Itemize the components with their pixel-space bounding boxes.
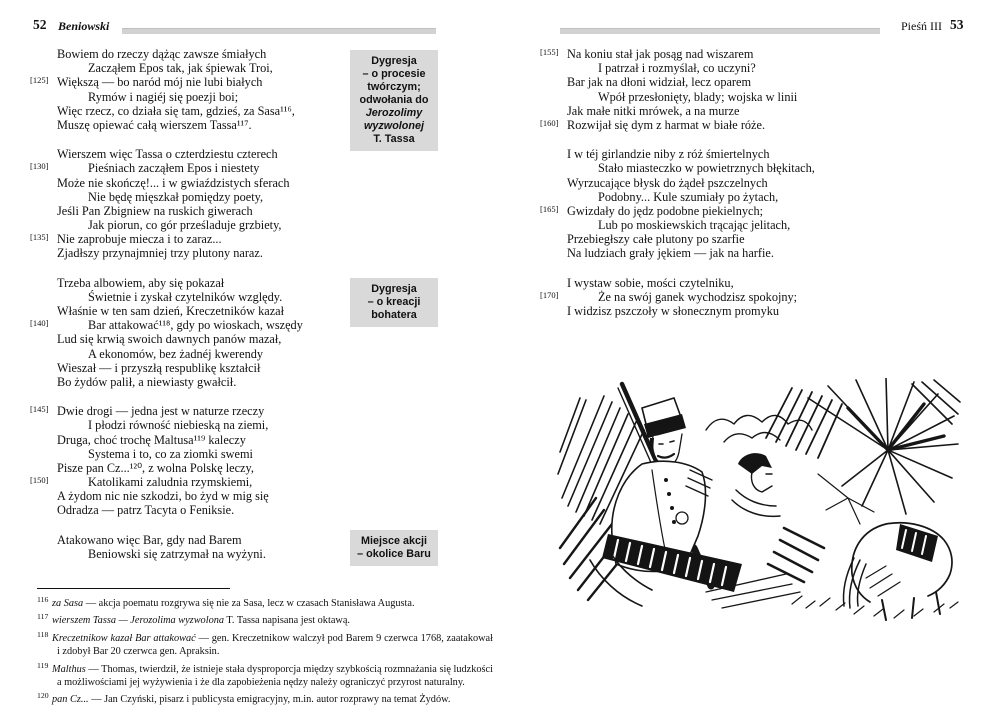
line-number: [165]: [540, 203, 559, 214]
poem-line: [23, 47, 353, 61]
margin-note-line: Dygresja: [371, 55, 417, 67]
line-text: Świetnie i zyskał czytelników względy.: [88, 289, 283, 304]
left-running-title: Beniowski: [58, 19, 110, 33]
line-text: Nie będę mięszkał pomiędzy poety,: [88, 189, 264, 204]
poem-line: [533, 104, 933, 118]
poem-line: [23, 347, 353, 361]
poem-line: [23, 232, 353, 246]
line-text: Trzeba albowiem, aby się pokazał: [57, 275, 225, 290]
line-text: A ekonomów, bez żadnéj kwerendy: [88, 346, 264, 361]
footnote: [37, 659, 493, 690]
footnote-number: 119: [37, 660, 49, 670]
poem-line: [23, 176, 353, 190]
poem-line: [23, 533, 353, 547]
line-text: Odradza — patrz Tacyta o Feniksie.: [57, 503, 235, 518]
line-text: Na koniu stał jak posąg nad wiszarem: [567, 47, 754, 61]
line-number: [125]: [30, 75, 49, 86]
poem-line: [23, 276, 353, 290]
poem-line: [23, 503, 353, 517]
line-text: Jeśli Pan Zbigniew na ruskich giwerach: [57, 203, 253, 218]
left-poem-column: [23, 47, 353, 576]
poem-line: [23, 418, 353, 432]
poem-line: [23, 118, 353, 132]
line-number: [160]: [540, 117, 559, 128]
line-text: Bar jak na dłoni widział, lecz oparem: [567, 75, 752, 90]
footnote-term: za Sasa: [52, 598, 84, 609]
left-header-rule: [122, 28, 436, 34]
line-text: Muszę opiewać całą wierszem Tassa¹¹⁷.: [57, 117, 252, 132]
stanza: [533, 276, 933, 319]
footnote: [37, 628, 493, 659]
footnote: [37, 689, 493, 706]
line-text: Przebiegłszy całe plutony po szarfie: [567, 232, 745, 247]
poem-line: [23, 461, 353, 475]
poem-line: [23, 246, 353, 260]
battle-illustration: [556, 378, 962, 622]
line-text: I płodzi równość niebieską na ziemi,: [88, 418, 269, 433]
line-text: Beniowski się zatrzymał na wyżyni.: [88, 546, 266, 561]
line-number: [150]: [30, 475, 49, 486]
margin-note-line: T. Tassa: [373, 133, 415, 145]
line-text: Atakowano więc Bar, gdy nad Barem: [57, 532, 242, 547]
line-text: Jak piorun, co gór prześladuje grzbiety,: [88, 218, 282, 233]
stanza: [533, 147, 933, 261]
line-number: [130]: [30, 161, 49, 172]
poem-line: [533, 161, 933, 175]
stanza: [23, 276, 353, 390]
margin-note-line: – okolice Baru: [357, 548, 431, 560]
footnotes: [37, 593, 493, 707]
poem-line: [533, 61, 933, 75]
line-text: I patrzał i rozmyślał, co uczyni?: [598, 61, 756, 76]
line-number: [155]: [540, 47, 559, 57]
footnote-separator: [37, 588, 230, 589]
line-text: Rymów i nagiéj się poezji boi;: [88, 89, 239, 104]
line-text: Rozwijał się dym z harmat w białe róże.: [567, 117, 766, 132]
line-text: Że na swój ganek wychodzisz spokojny;: [598, 289, 798, 304]
poem-line: [23, 375, 353, 389]
poem-line: [23, 318, 353, 332]
margin-note: [350, 278, 438, 327]
poem-line: [23, 290, 353, 304]
poem-line: [533, 218, 933, 232]
line-number: [140]: [30, 318, 49, 329]
line-text: Pisze pan Cz...¹²⁰, z wolna Polskę leczy,: [57, 460, 254, 475]
poem-line: [23, 361, 353, 375]
line-text: Stało miasteczko w powietrznych błękitach,: [598, 161, 815, 176]
poem-line: [533, 47, 933, 61]
line-text: Może nie skończę!... i w gwiaździstych sferach: [57, 175, 290, 190]
line-text: Gwizdały do jędz podobne piekielnych;: [567, 203, 764, 218]
line-text: Pieśniach zacząłem Epos i niestety: [88, 161, 260, 176]
stanza: [23, 47, 353, 132]
line-text: Wierszem więc Tassa o czterdziestu czterech: [57, 147, 278, 162]
line-text: Bo żydów palił, a niewiasty gwałcił.: [57, 374, 237, 389]
footnote-number: 118: [37, 629, 49, 639]
poem-line: [23, 489, 353, 503]
stanza: [533, 47, 933, 132]
poem-line: [533, 290, 933, 304]
line-text: I wystaw sobie, mości czytelniku,: [567, 275, 734, 290]
poem-line: [533, 118, 933, 132]
poem-line: [23, 204, 353, 218]
poem-line: [533, 204, 933, 218]
margin-note-line: Miejsce akcji: [360, 535, 428, 547]
line-text: Katolikami zaludnia rzymskiemi,: [88, 475, 253, 490]
footnote-text: — Thomas, twierdził, że istnieje stała dysproporcja między szybkością rozmnażania się ludzkości a możliwościami jej wyżywienia i że dla zapobieżenia nędzy należy ograniczyć przyrost naturalny.: [57, 663, 493, 689]
margin-note-line: Jerozolimy: [365, 107, 423, 119]
line-text: Na ludziach grały jękiem — jak na harfie.: [567, 246, 774, 261]
margin-note-line: – o kreacji: [367, 296, 421, 308]
footnote-text: T. Tassa napisana jest oktawą.: [224, 615, 350, 627]
line-text: I widzisz pszczoły w słonecznym promyku: [567, 304, 780, 318]
poem-line: [23, 75, 353, 89]
line-number: [170]: [540, 289, 559, 300]
footnote-text: — akcja poematu rozgrywa się nie za Sasa, lecz w czasach Stanisława Augusta.: [83, 598, 415, 609]
poem-line: [23, 332, 353, 346]
right-running-title: Pieśń III: [901, 19, 942, 33]
margin-note-line: twórczym;: [367, 81, 421, 93]
poem-line: [23, 90, 353, 104]
line-text: Jak małe nitki mrówek, a na murze: [567, 103, 740, 118]
poem-line: [533, 147, 933, 161]
footnote: [37, 593, 493, 610]
stanza: [23, 533, 353, 561]
footnote-number: 120: [37, 691, 49, 701]
line-text: Lub po moskiewskich trącając jelitach,: [598, 218, 791, 233]
poem-line: [23, 547, 353, 561]
line-text: Właśnie w ten sam dzień, Kreczetników kazał: [57, 304, 285, 318]
margin-note: [350, 530, 438, 566]
line-text: Zjadłszy przynajmniej trzy plutony naraz.: [57, 246, 263, 261]
line-text: Większą — bo naród mój nie lubi białych: [57, 75, 263, 90]
right-header-rule: [560, 28, 880, 34]
line-text: Więc rzecz, co działa się tam, gdzieś, za Sasa¹¹⁶,: [57, 103, 295, 118]
margin-note-line: odwołania do: [359, 94, 429, 106]
footnote-number: 117: [37, 612, 49, 622]
footnote-term: Malthus: [52, 663, 86, 675]
poem-line: [533, 176, 933, 190]
line-text: Druga, choć trochę Maltusa¹¹⁹ kaleczy: [57, 432, 246, 447]
poem-line: [533, 90, 933, 104]
poem-line: [23, 61, 353, 75]
stanza: [23, 147, 353, 261]
poem-line: [533, 232, 933, 246]
poem-line: [23, 147, 353, 161]
stanza: [23, 404, 353, 518]
poem-line: [533, 246, 933, 260]
margin-note-line: Dygresja: [371, 283, 417, 295]
margin-note: [350, 50, 438, 151]
line-text: Wyrzucające błysk do żądeł pszczelnych: [567, 175, 768, 190]
poem-line: [23, 161, 353, 175]
line-text: Bowiem do rzeczy dążąc zawsze śmiałych: [57, 47, 267, 61]
left-page-number: 52: [33, 17, 47, 32]
poem-line: [23, 433, 353, 447]
line-number: [145]: [30, 404, 49, 415]
margin-note-line: wyzwolonej: [364, 120, 424, 132]
line-number: [135]: [30, 232, 49, 243]
margin-note-line: bohatera: [371, 309, 417, 321]
line-text: Systema i to, co za ziomki swemi: [88, 446, 253, 461]
line-text: I w téj girlandzie niby z róż śmiertelnych: [567, 147, 770, 162]
footnote-term: wierszem Tassa — Jerozolima wyzwolona: [52, 615, 225, 627]
poem-line: [533, 276, 933, 290]
poem-line: [23, 304, 353, 318]
poem-line: [533, 304, 933, 318]
line-text: Nie zaprobuje miecza i to zaraz...: [57, 232, 222, 247]
line-text: Lud się krwią swoich dawnych panów mazał,: [57, 332, 282, 347]
line-text: Wpół przesłonięty, blady; wojska w linii: [598, 89, 798, 104]
footnote-number: 116: [37, 595, 49, 604]
footnote-term: pan Cz...: [52, 694, 89, 706]
line-text: Podobny... Kule szumiały po żytach,: [598, 189, 779, 204]
line-text: Dwie drogi — jedna jest w naturze rzeczy: [57, 404, 265, 419]
footnote-text: — Jan Czyński, pisarz i publicysta emigracyjny, m.in. autor rozprawy na temat Żydów.: [88, 694, 451, 706]
right-poem-column: [533, 47, 933, 333]
line-text: Zacząłem Epos tak, jak śpiewak Troi,: [88, 61, 273, 76]
poem-line: [533, 190, 933, 204]
line-text: Bar attakować¹¹⁸, gdy po wioskach, wszędy: [88, 318, 303, 333]
poem-line: [23, 190, 353, 204]
poem-line: [23, 475, 353, 489]
poem-line: [23, 104, 353, 118]
footnote-text: — gen. Kreczetnikow walczył pod Barem 9 czerwca 1768, zaatakował i zdobył Bar 20 czerwca gen. Apraksin.: [57, 632, 493, 658]
margin-note-line: – o procesie: [362, 68, 426, 80]
footnote: [37, 610, 493, 627]
line-text: Wieszał — i przyszłą respublikę kształcił: [57, 360, 261, 375]
line-text: A żydom nic nie szkodzi, bo żyd w mig się: [57, 489, 269, 504]
footnote-term: Kreczetnikow kazał Bar attakować: [52, 632, 196, 644]
poem-line: [23, 404, 353, 418]
poem-line: [23, 447, 353, 461]
right-page-number: 53: [950, 17, 964, 32]
poem-line: [23, 218, 353, 232]
poem-line: [533, 75, 933, 89]
